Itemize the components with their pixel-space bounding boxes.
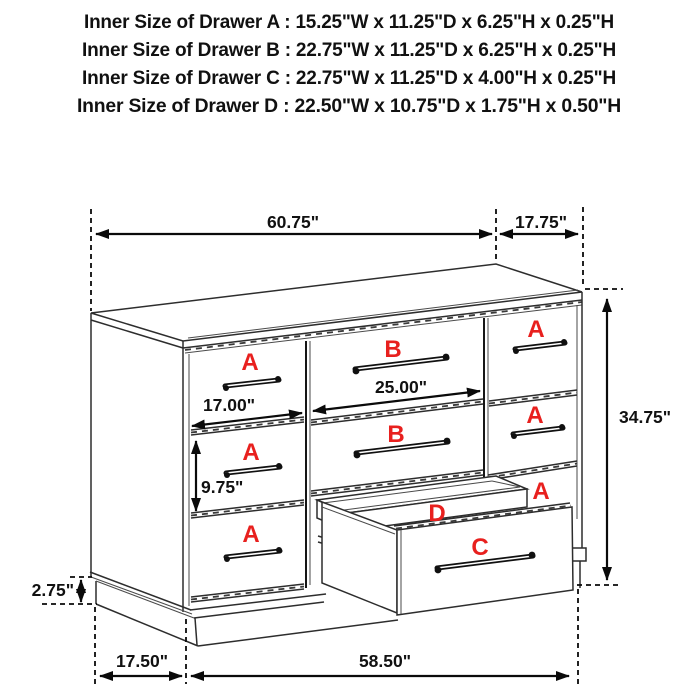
letter-center-top: B — [384, 336, 402, 363]
letter-left-bottom: A — [242, 521, 260, 548]
side-panel-left — [90, 320, 192, 614]
cabinet-top — [91, 264, 582, 348]
letter-right-middle: A — [526, 402, 544, 429]
handle-left-bottom — [224, 547, 282, 562]
letter-center-middle: B — [387, 421, 405, 448]
right-front-edge — [572, 300, 586, 588]
spec-line-drawer-b: Inner Size of Drawer B : 22.75"W x 11.25"D x 6.25"H x 0.25"H — [82, 40, 616, 61]
label-total-height: 34.75" — [619, 407, 672, 427]
label-drawer-height: 9.75" — [201, 477, 244, 497]
handle-left-top — [223, 376, 281, 391]
letter-pulled-c: C — [471, 534, 489, 561]
letter-left-middle: A — [242, 439, 260, 466]
label-top-width: 60.75" — [266, 212, 320, 232]
drawer-c-box — [322, 502, 573, 615]
slide-bracket — [572, 548, 586, 561]
letter-tray-d: D — [428, 500, 446, 527]
letter-right-bottom: A — [532, 478, 550, 505]
spec-line-drawer-a: Inner Size of Drawer A : 15.25"W x 11.25"D x 6.25"H x 0.25"H — [84, 12, 614, 33]
label-base-width: 58.50" — [358, 651, 412, 671]
drawer-spec-text — [77, 12, 621, 117]
label-base-depth: 17.50" — [115, 651, 169, 671]
label-drawer-a-width: 17.00" — [202, 395, 256, 415]
letter-right-top: A — [527, 316, 545, 343]
spec-line-drawer-d: Inner Size of Drawer D : 22.50"W x 10.75"D x 1.75"H x 0.50"H — [77, 96, 621, 117]
label-drawer-b-width: 25.00" — [374, 377, 428, 397]
letter-left-top: A — [241, 349, 259, 376]
spec-line-drawer-c: Inner Size of Drawer C : 22.75"W x 11.25"D x 4.00"H x 0.25"H — [82, 68, 616, 89]
label-top-depth: 17.75" — [514, 212, 568, 232]
label-base-height: 2.75" — [31, 580, 74, 600]
